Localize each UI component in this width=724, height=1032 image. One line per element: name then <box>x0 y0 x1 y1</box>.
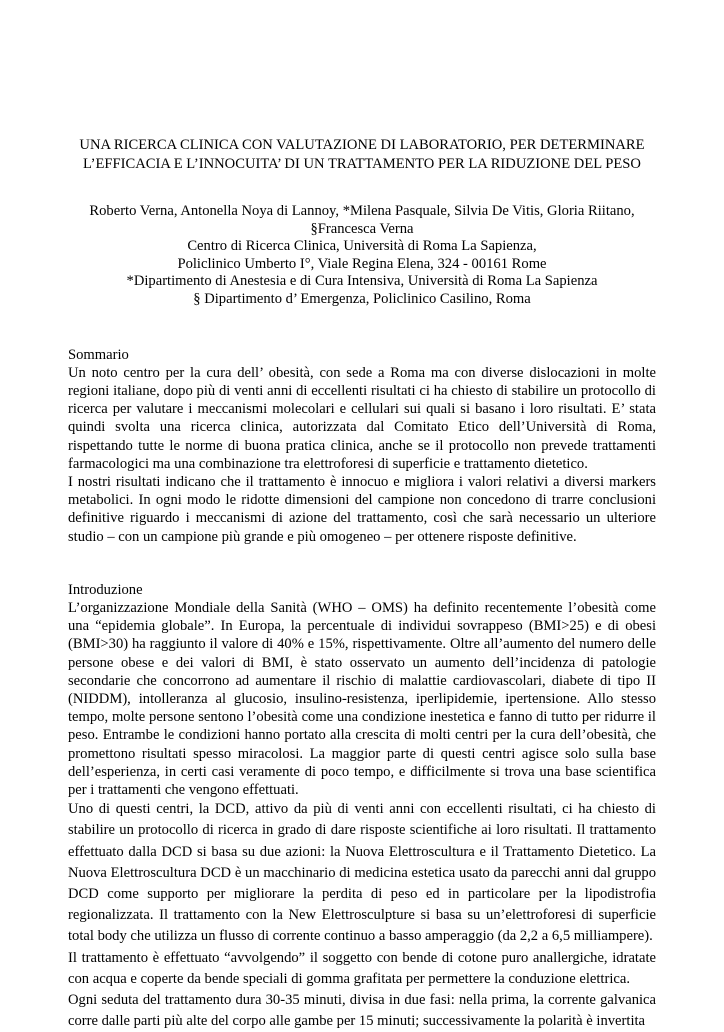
title-line-2: L’EFFICACIA E L’INNOCUITA’ DI UN TRATTAMENTO PER LA RIDUZIONE DEL PESO <box>83 155 641 172</box>
document-page <box>68 136 656 1032</box>
summary-heading: Sommario <box>68 346 129 363</box>
title-line-1: UNA RICERCA CLINICA CON VALUTAZIONE DI LABORATORIO, PER DETERMINARE <box>79 137 645 153</box>
affiliation-2: *Dipartimento di Anestesia e di Cura Intensiva, Università di Roma La Sapienza <box>126 273 598 290</box>
affiliation-1: Centro di Ricerca Clinica, Università di Roma La Sapienza, <box>187 238 537 255</box>
introduction-paragraph-3: Il trattamento è effettuato “avvolgendo” il soggetto con bende di cotone puro anallergiche, idratate con acqua e coperte da bende speciali di gomma grafitata per permettere la conduzione elettrica. <box>68 949 656 987</box>
affiliation-1-address: Policlinico Umberto I°, Viale Regina Elena, 324 - 00161 Rome <box>177 255 547 272</box>
summary-paragraph-2: I nostri risultati indicano che il trattamento è innocuo e migliora i valori relativi a diversi markers metabolici. In ogni modo le ridotte dimensioni del campione non concedono di trarre conclusioni definitive riguardo i meccanismi di azione del trattamento, così che sarà necessario un ulteriore studio – con un campione più grande e più omogeneo – per ottenere risposte definitive. <box>68 473 656 545</box>
summary-paragraph-1: Un noto centro per la cura dell’ obesità, con sede a Roma ma con diverse dislocazioni in molte regioni italiane, dopo più di venti anni di eccellenti risultati ci ha chiesto di stabilire un protocollo di ricerca per valutare i meccanismi molecolari e cellulari sui quali si basano i loro risultati. E’ stata quindi svolta una ricerca clinica, autorizzata dal Comitato Etico dell’Università di Roma, rispettando tutte le norme di buona pratica clinica, anche se il protocollo non prevede trattamenti farmacologici ma una combinazione tra elettroforesi di superficie e trattamento dietetico. <box>68 364 656 472</box>
author-names-cont: §Francesca Verna <box>310 220 414 237</box>
introduction-paragraph-2: Uno di questi centri, la DCD, attivo da più di venti anni con eccellenti risultati, ci ha chiesto di stabilire un protocollo di ricerca in grado di dare risposte scientifiche ai loro risultati. Il trattamento effettuato dalla DCD si basa su due azioni: la Nuova Elettroscultura e il Trattamento Dietetico. La Nuova Elettroscultura DCD è un macchinario di medicina estetica usato da parecchi anni dal gruppo DCD come supporto per migliorare la perdita di peso ed in particolare per la lipodistrofia regionalizzata. Il trattamento con la New Elettrosculpture si basa su un’elettroforesi di superficie total body che utilizza un flusso di corrente continuo a basso amperaggio (da 2,2 a 6,5 milliampere). <box>68 801 656 945</box>
introduction-paragraph-4: Ogni seduta del trattamento dura 30-35 minuti, divisa in due fasi: nella prima, la corrente galvanica corre dalle parti più alte del corpo alle gambe per 15 minuti; successivamente la polarità è invertita <box>68 992 656 1030</box>
author-block <box>68 203 656 309</box>
affiliation-3: § Dipartimento d’ Emergenza, Policlinico Casilino, Roma <box>193 290 531 307</box>
author-names: Roberto Verna, Antonella Noya di Lannoy, *Milena Pasquale, Silvia De Vitis, Gloria Riitano, <box>89 203 635 219</box>
paper-title <box>68 136 656 173</box>
introduction-heading: Introduzione <box>68 581 143 598</box>
introduction-section <box>68 581 656 1032</box>
summary-section <box>68 346 656 546</box>
introduction-paragraph-1: L’organizzazione Mondiale della Sanità (WHO – OMS) ha definito recentemente l’obesità come una “epidemia globale”. In Europa, la percentuale di individui sovrappeso (BMI>25) e di obesi (BMI>30) ha raggiunto il valore di 40% e 15%, rispettivamente. Oltre all’aumento del numero delle persone obese e dei valori di BMI, è stato osservato un aumento dell’incidenza di patologie secondarie che concorrono ad aumentare il rischio di malattie cardiovascolari, diabete di tipo II (NIDDM), intolleranza al glucosio, insulino-resistenza, iperlipidemie, ipertensione. Allo stesso tempo, molte persone sentono l’obesità come una condizione inestetica e fanno di tutto per ridurre il peso. Entrambe le condizioni hanno portato alla crescita di molti centri per la cura dell’obesità, che promettono risultati spesso miracolosi. La maggior parte di questi centri agisce solo sulla base dell’esperienza, in certi casi veramente di poco tempo, e difficilmente si trova una base scientifica per i trattamenti che vengono effettuati. <box>68 600 656 799</box>
